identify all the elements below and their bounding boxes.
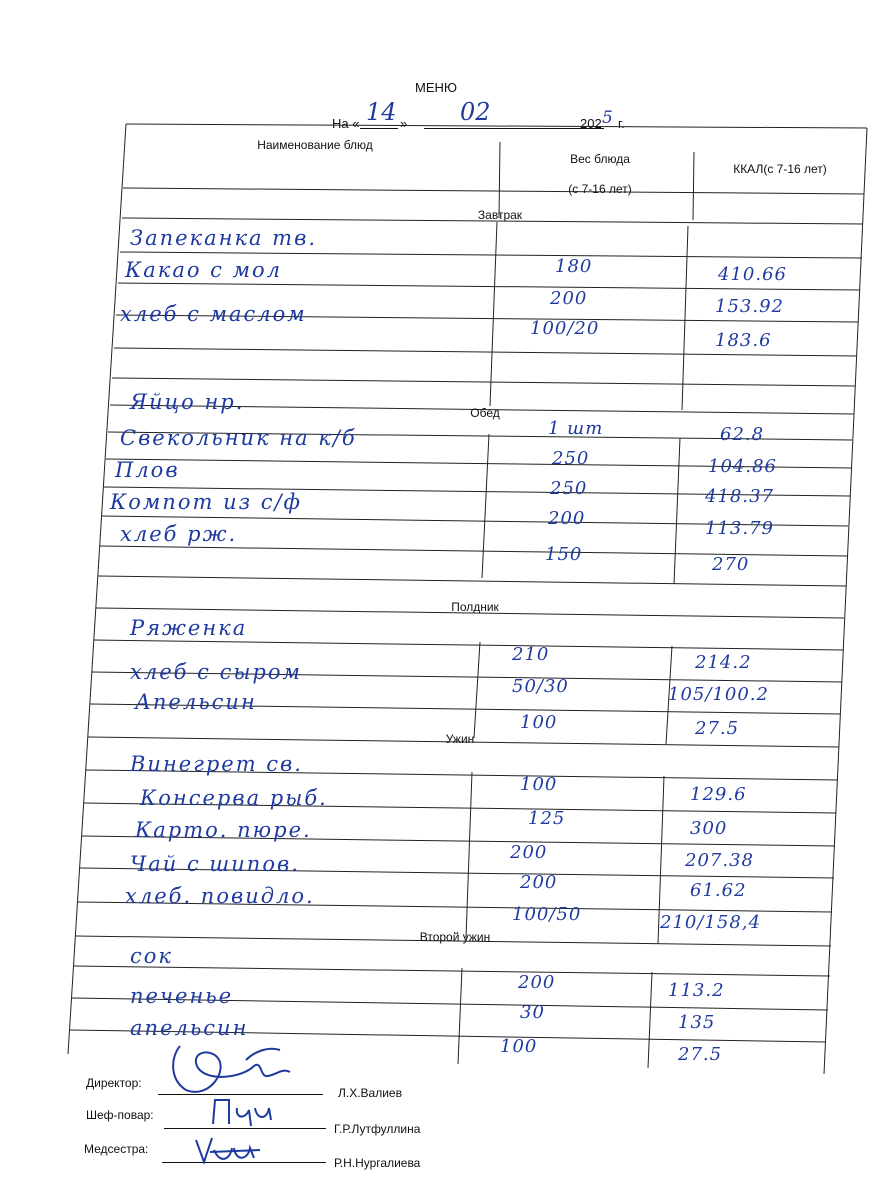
breakfast-dish-3: хлеб с маслом	[120, 302, 307, 326]
nurse-signature	[190, 1130, 270, 1170]
chef-label: Шеф-повар:	[86, 1108, 154, 1122]
breakfast-dish-2: Какао с мол	[125, 258, 283, 282]
date-year-hand: 5	[602, 108, 613, 128]
breakfast-weight-3: 200	[550, 288, 588, 309]
lunch-dish-3: Плов	[115, 458, 180, 482]
snack-dish-4: Апельсин	[135, 690, 257, 714]
second-dinner-weight-1: 200	[518, 972, 556, 993]
dinner-weight-5: 100/50	[512, 904, 582, 925]
lunch-kcal-4: 113.79	[705, 518, 774, 539]
second-dinner-weight-2: 30	[520, 1002, 545, 1023]
second-dinner-kcal-2: 135	[678, 1012, 716, 1033]
dinner-dish-2: Консерва рыб.	[140, 786, 328, 810]
date-mid: »	[400, 116, 408, 131]
date-year: 202	[580, 116, 602, 131]
second-dinner-dish-1: сок	[130, 944, 173, 968]
breakfast-dish-1: Запеканка тв.	[130, 226, 317, 250]
nurse-name: Р.Н.Нургалиева	[334, 1156, 421, 1170]
dinner-dish-3: Карто. пюре.	[135, 818, 312, 842]
director-signature	[150, 1038, 310, 1102]
second-dinner-kcal-1: 113.2	[668, 980, 725, 1001]
snack-dish-1: Ряженка	[130, 616, 248, 640]
second-dinner-dish-3: апельсин	[130, 1016, 249, 1040]
dinner-kcal-4: 61.62	[690, 880, 747, 901]
date-suffix: г.	[618, 116, 625, 131]
chef-name: Г.Р.Лутфуллина	[334, 1122, 421, 1136]
snack-weight-3: 50/30	[512, 676, 569, 697]
breakfast-kcal-2: 410.66	[718, 264, 787, 285]
lunch-dish-5: хлеб рж.	[120, 522, 238, 546]
dinner-dish-4: Чай с шипов.	[130, 852, 300, 876]
lunch-weight-2: 250	[552, 448, 590, 469]
dinner-weight-4: 200	[520, 872, 558, 893]
lunch-dish-2: Свекольник на к/б	[120, 426, 357, 450]
dinner-kcal-5: 210/158,4	[660, 912, 761, 933]
lunch-weight-3: 250	[550, 478, 588, 499]
breakfast-kcal-4: 183.6	[715, 330, 772, 351]
page-title: МЕНЮ	[414, 80, 458, 95]
dinner-kcal-2: 300	[690, 818, 728, 839]
dinner-dish-5: хлеб. повидло.	[125, 884, 315, 908]
snack-weight-4: 100	[520, 712, 558, 733]
lunch-kcal-3: 418.37	[705, 486, 774, 507]
second-dinner-dish-2: печенье	[130, 984, 234, 1008]
dinner-weight-3: 200	[510, 842, 548, 863]
director-label: Директор:	[86, 1076, 142, 1090]
second-dinner-weight-3: 100	[500, 1036, 538, 1057]
section-dinner: Ужин	[445, 732, 475, 746]
column-header-name: Наименование блюд	[257, 138, 373, 152]
lunch-dish-4: Компот из с/ф	[110, 490, 302, 514]
date-day: 14	[366, 98, 397, 126]
snack-dish-2: хлеб с сыром	[130, 660, 302, 684]
breakfast-weight-4: 100/20	[530, 318, 600, 339]
column-header-kcal: ККАЛ(с 7-16 лет)	[733, 162, 827, 176]
dinner-weight-1: 100	[520, 774, 558, 795]
lunch-kcal-5: 270	[712, 554, 750, 575]
date-month: 02	[460, 98, 491, 126]
column-header-weight-age: (с 7-16 лет)	[568, 182, 632, 196]
dinner-kcal-1: 129.6	[690, 784, 747, 805]
snack-kcal-2: 214.2	[695, 652, 752, 673]
nurse-label: Медсестра:	[84, 1142, 149, 1156]
lunch-weight-5: 150	[545, 544, 583, 565]
dinner-weight-2: 125	[528, 808, 566, 829]
breakfast-kcal-3: 153.92	[715, 296, 784, 317]
lunch-weight-1: 1 шт	[548, 418, 604, 439]
section-breakfast: Завтрак	[477, 208, 523, 222]
lunch-dish-1: Яйцо нр.	[130, 390, 245, 414]
dinner-kcal-3: 207.38	[685, 850, 754, 871]
breakfast-weight-2: 180	[555, 256, 593, 277]
lunch-kcal-2: 104.86	[708, 456, 777, 477]
lunch-weight-4: 200	[548, 508, 586, 529]
section-second-dinner: Второй ужин	[419, 930, 491, 944]
director-name: Л.Х.Валиев	[338, 1086, 402, 1100]
column-header-weight: Вес блюда	[570, 152, 630, 166]
chef-signature	[205, 1094, 285, 1134]
lunch-kcal-1: 62.8	[720, 424, 765, 445]
second-dinner-kcal-3: 27.5	[678, 1044, 723, 1065]
snack-weight-2: 210	[512, 644, 550, 665]
dinner-dish-1: Винегрет св.	[130, 752, 303, 776]
snack-kcal-4: 27.5	[695, 718, 740, 739]
section-snack: Полдник	[451, 600, 499, 614]
snack-kcal-3: 105/100.2	[668, 684, 769, 705]
date-prefix: На «	[332, 116, 360, 131]
section-lunch: Обед	[470, 406, 500, 420]
